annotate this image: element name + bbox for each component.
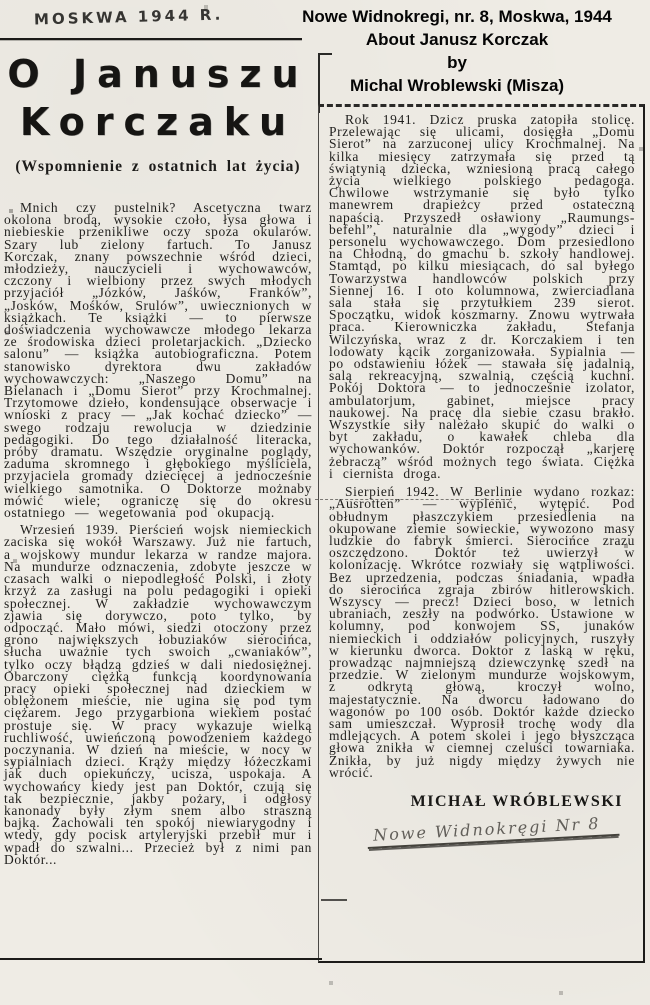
box-corner-tick <box>318 53 332 55</box>
headline-top-rule <box>0 38 302 40</box>
headline-line-2: Korczaku <box>19 100 297 144</box>
headline-line-1: O Januszu <box>7 52 309 96</box>
paragraph-wrzesien-1939: Wrzesień 1939. Pierścień wojsk niemieckich zaciska się wokół Warszawy. Już nie fartuch, a wojskowy mundur lekarza w randze majora. Na mundurze odznaczenia, zdobyte jeszcze w czasach walki o niepodległość Polski, i złoty krzyż za zasługi na polu pedagogiki i opieki społecznej. W zakładzie wychowawczym zjawia się dorywczo, poto tylko, by odpocząć. Mało mówi, siedzi otoczony przez grono największych łobuziaków sierocińca, słucha uważnie tych swoich „cwaniaków”, tylko oczy błądzą gdzieś w dali niedosiężnej. Obarczony ciężką funkcją koordynowania pracy opieki społecznej nad dzieckiem w oblężonem mieście, nie ugina się pod tym ciężarem. Jego przygarbiona wiekiem postać prostuje się. W pracy wykazuje wielką ruchliwość, uwieńczoną powodzeniem każdego poczynania. W dzień na mieście, w nocy w sypialniach dzieci. Krąży między łóżeczkami jak duch opiekuńczy, ucisza, uspokaja. A wychowańcy kiedy jest pan Doktór, czują się tak bezpiecznie, jakby pożary, i odgłosy kanonady były złym snem albo straszną bajką. Zachowali ten spokój niewiarygodny i wtedy, gdy pocisk artyleryjski przebił mur i wpadł do szwalni... Przecież był z nimi pan Doktór... <box>4 522 312 867</box>
paragraph-sierpien-1942: Sierpień 1942. W Berlinie wydano rozkaz: „Ausrotten” — wyplenić, wytępić. Pod obłudnym płaszczykiem przesiedlenia na okupowane ziemie sowieckie, wywozono masy ludzkie do fabryk śmierci. Sierocińce zrazu oszczędzono. Doktór też uwierzył w kolonizację. Wkrótce rozwiały się wątpliwości. Bez uprzedzenia, podczas śniadania, wpadła do sierocińca zgraja zbirów hitlerowskich. Wszyscy — precz! Dzieci boso, w letnich ubraniach, zeszły na podwórko. Ustawione w kolumny, pod konwojem SS, junaków niemieckich i oddziałów policyjnych, ruszyły w kierunku dworca. Doktor z laską w ręku, prowadząc najmniejszą dziewczynkę szedł na przedzie. W zielonym mundurze wojskowym, z odkrytą głową, kroczył wolno, majestatycznie. Na dworcu ładowano do wagonów po 100 osób. Doktór każde dziecko sam umieszczał. Wyprosił trochę wody dla mdlejących. A potem skolei i jego błyszcząca głowa znikła w ciemnej czeluści towarniaka. Znikła, by już nigdy między żywych nie wrócić. <box>329 484 635 780</box>
paragraph-intro: Mnich czy pustelnik? Ascetyczna twarz okolona brodą, wysokie czoło, łysa głowa i niebieskie przenikliwe oczy spoza okularów. Szary lub zielony fartuch. To Janusz Korczak, znany powszechnie wśród dzieci, młodzieży, nauczycieli i wychowawców, czczony i wielbiony przez swych młodych przyjaciół „Józków, Jaśków, Franków”, „Josków, Mośków, Srulów”, uwiecznionych w książkach. Te książki — to pierwsze doświadczenia wychowawcze młodego lekarza ze środowiska dzieci proletarjackich. „Dziecko salonu” — książka autobiograficzna. Potem stanowisko dyrektora dwu zakładów wychowawczych: „Naszego Domu” na Bielanach i „Domu Sierot” przy Krochmalnej. Trzytomowe dzieło, kondensujące obserwacje i wnioski z pracy — „Jak kochać dziecko” — swego rodzaju rewolucja w dziedzinie pedagogiki. Do tego działalność literacka, próby dramatu. Wszędzie oryginalne poglądy, zaduma skromnego i głębokiego myśliciela, przyjaciela gromady dziecięcej a jednocześnie wielkiego samotnika. O Doktorze możnaby mówić wiele; ograniczę się do okresu ostatniego — wegetowania pod okupacją. <box>4 200 312 521</box>
typed-caption-block <box>268 5 646 97</box>
left-column-bottom-rule <box>0 958 322 960</box>
left-column <box>4 44 312 871</box>
caption-line-about: About Janusz Korczak <box>365 30 549 49</box>
paragraph-rok-1941: Rok 1941. Dzicz pruska zatopiła stolicę. Przelewając się ulicami, dosięgła „Domu Sierot” na zarzuconej ulicy Krochmalnej. Na kilka miesięcy zatrzymała się przed tą świątynią dziecka, wzniesioną pracą całego życia wielkiego polskiego pedagoga. Chwilowe wstrzymanie się było tylko manewrem drapieżcy przed ostateczną napaścią. Przyszedł osławiony „Raumungs-befehl”, naturalnie dla „wygody” dzieci i personelu wychowawczego. Dom przesiedlono na Chłodną, do gmachu b. szkoły handlowej. Stamtąd, po kilku miesiącach, do sal byłego Towarzystwa handlowców polskich przy Siennej 16. I oto kolumnowa, zwierciadlana sala stała się przytułkiem 239 sierot. Spoczątku, widok koszmarny. Znowu wytrwała praca. Kierowniczka zakładu, Stefanja Wilczyńska, wraz z dr. Korczakiem i ten lodowaty kącik zorganizowała. Sypialnia — po odstawieniu łóżek — stawała się jadalnią, salą rekreacyjną, szwalnią, częścią kuchni. Pokój Doktora — to jednocześnie izolator, ambulatorjum, gabinet, miejsce pracy naukowej. Na pracę dla siebie czasu brakło. Wszystkie siły należało skupić do walki o byt zakładu, o kawałek chleba dla wychowanków. Doktór rozpoczął „karjerę żebraczą” wśród możnych tego świata. Ciężka i ciernista droga. <box>329 112 635 481</box>
article-subtitle: (Wspomnienie z ostatnich lat życia) <box>15 158 301 175</box>
caption-line-source: Nowe Widnokregi, nr. 8, Moskwa, 1944 <box>302 7 612 26</box>
handwritten-note <box>367 812 636 845</box>
scan-noise-speckles <box>0 0 2 2</box>
fold-crease-line <box>315 499 509 500</box>
caption-line-author: Michal Wroblewski (Misza) <box>349 76 565 95</box>
handwritten-note-text: Nowe Widnokręgi Nr 8 <box>367 813 619 849</box>
handwritten-stamp: MOSKWA 1944 R. <box>33 5 224 29</box>
author-signature: MICHAŁ WRÓBLEWSKI <box>410 792 623 810</box>
article-headline <box>4 50 312 146</box>
left-column-body <box>4 202 312 866</box>
caption-line-by: by <box>447 53 467 72</box>
scan-dash-mark <box>321 899 347 901</box>
right-column-box <box>318 104 645 963</box>
